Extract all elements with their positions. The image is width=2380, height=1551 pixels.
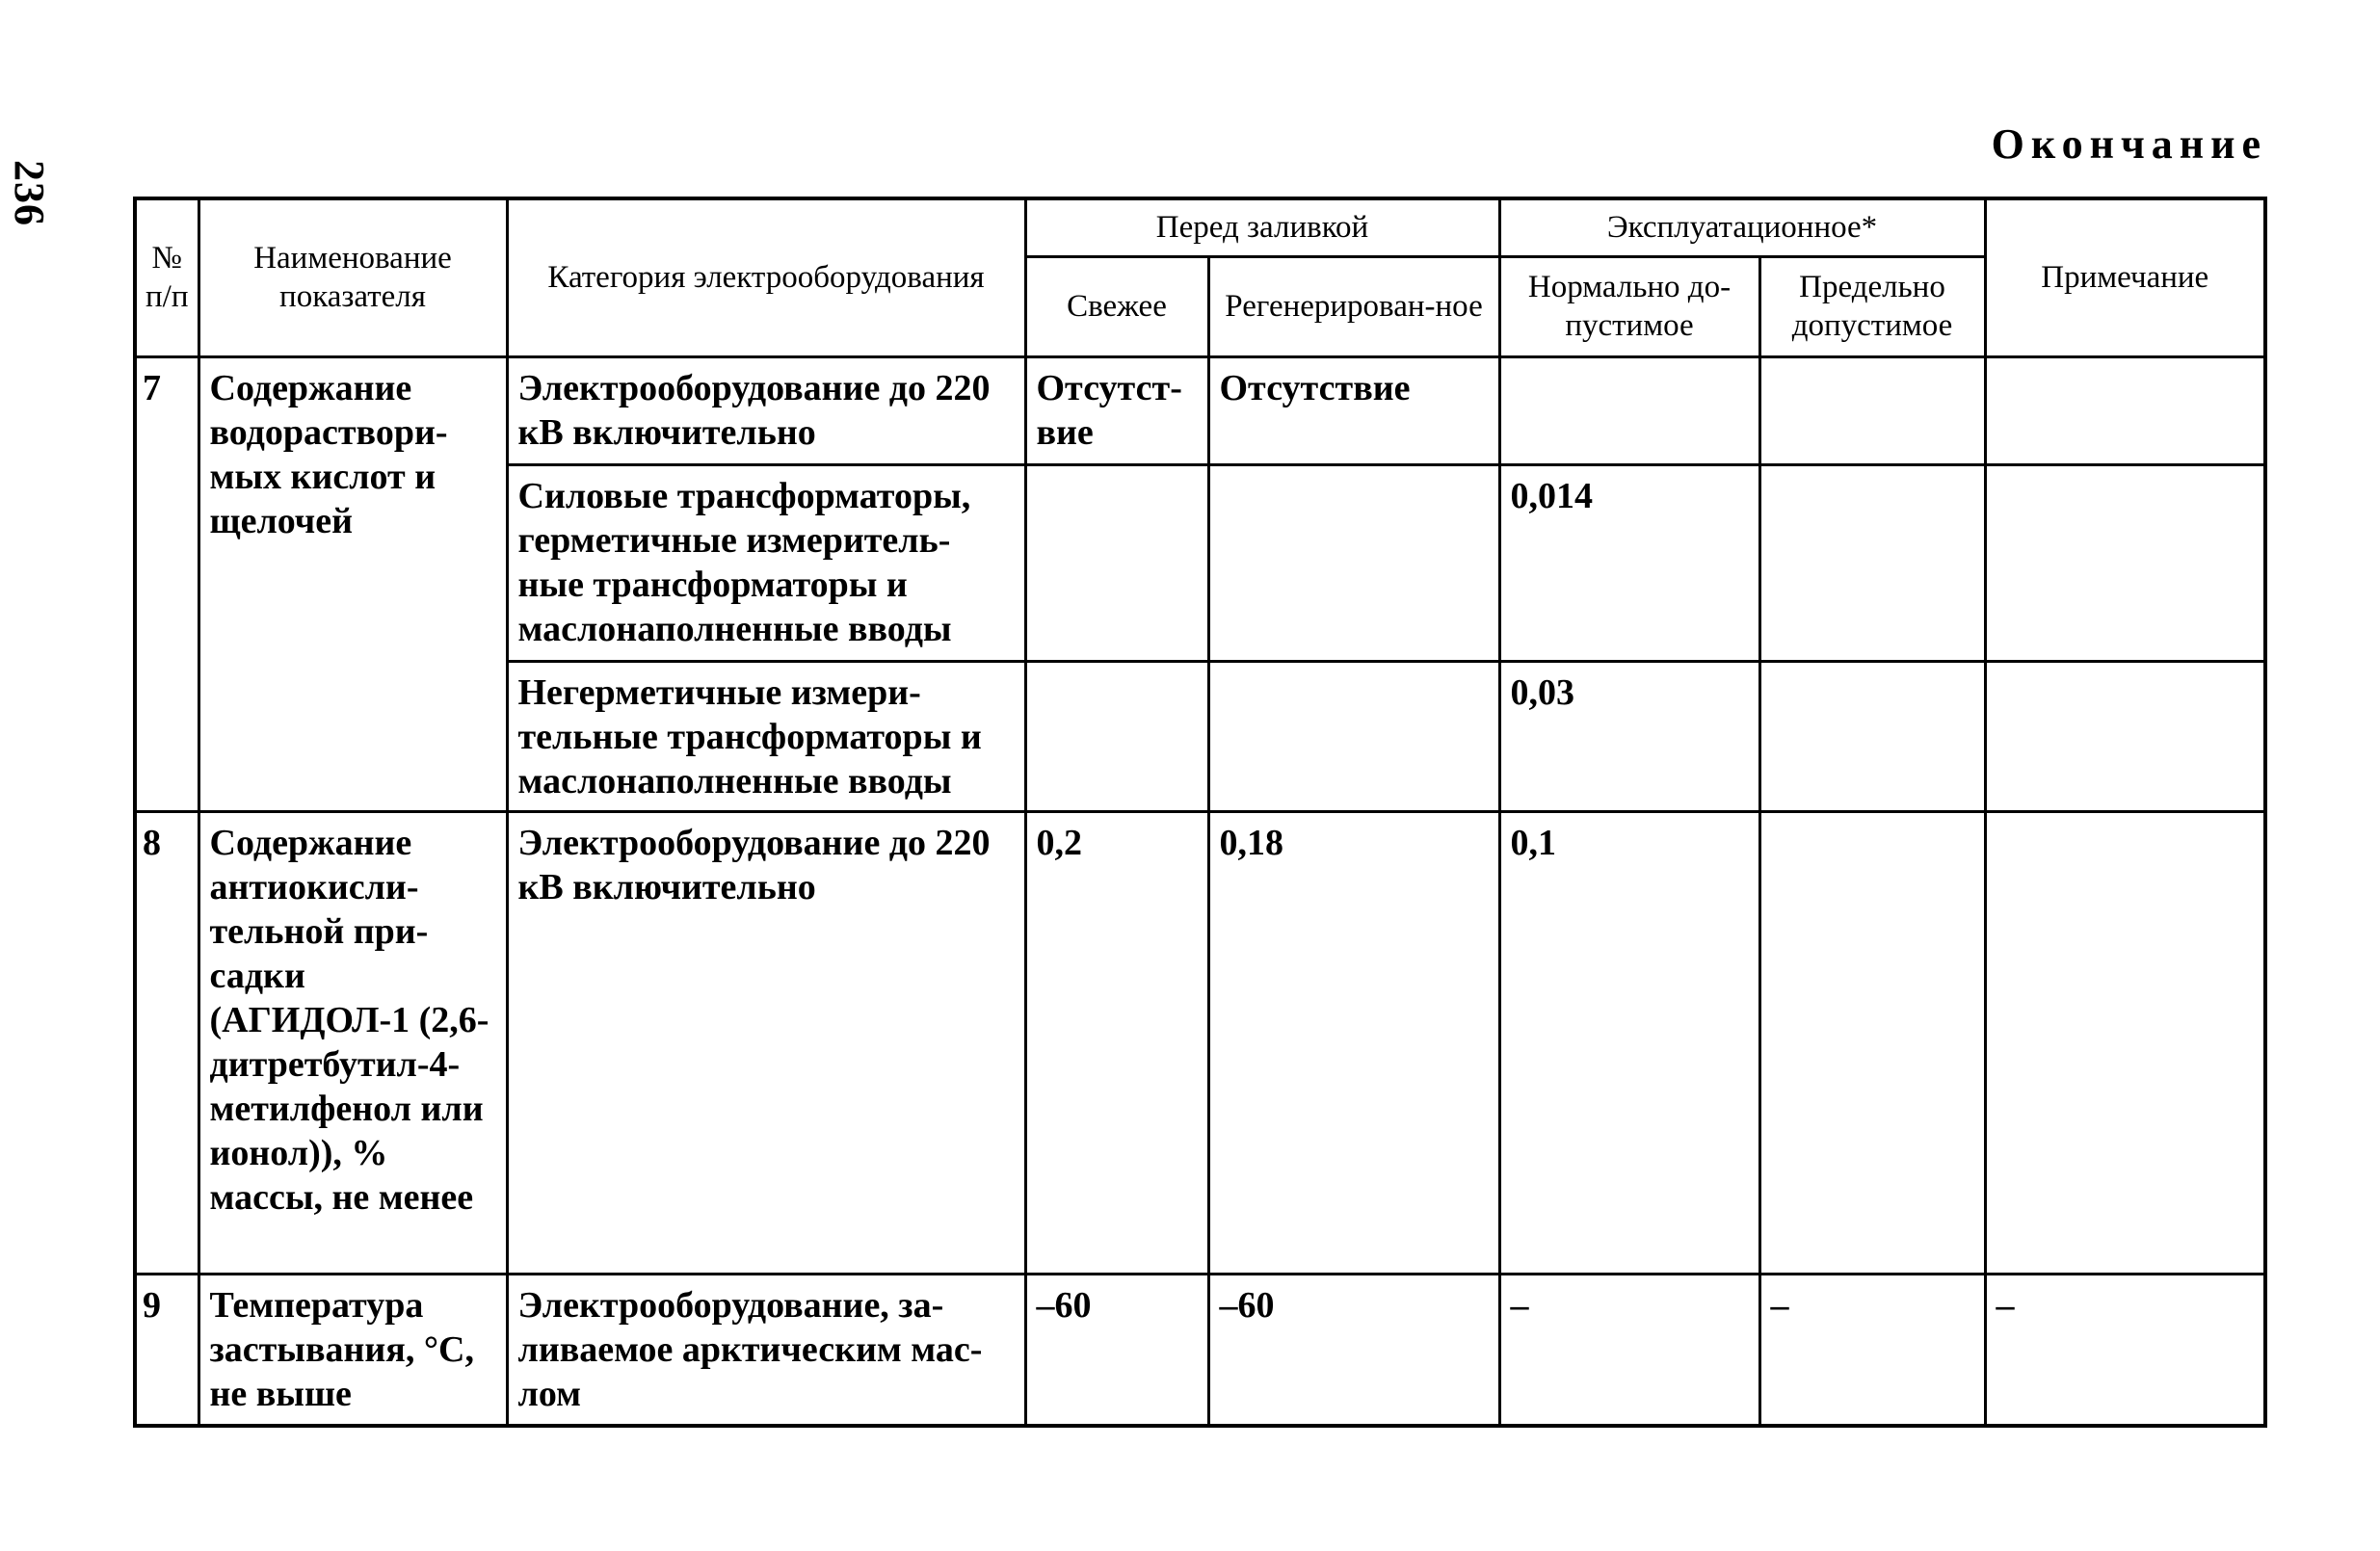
page-number: 236 [6,160,53,226]
row7-normal-1 [1499,356,1759,464]
header-regenerated: Регенерирован-ное [1208,256,1499,356]
table-row [135,811,2265,1274]
row9-category: Электрооборудование, за-ливаемое арктическим мас-лом [507,1274,1025,1426]
row8-normal: 0,1 [1499,811,1759,1274]
header-before-fill: Перед заливкой [1025,198,1499,256]
row7-fresh-3 [1025,661,1208,811]
table-row [135,356,2265,464]
row8-category: Электрооборудование до 220 кВ включительно [507,811,1025,1274]
row9-name: Температура застывания, °С, не выше [198,1274,507,1426]
row9-note: – [1985,1274,2265,1426]
row7-regenerated-2 [1208,464,1499,661]
row8-limit [1759,811,1985,1274]
header-num: № п/п [135,198,198,356]
row8-note [1985,811,2265,1274]
oil-quality-table [133,197,2267,1428]
header-category: Категория электрооборудования [507,198,1025,356]
row7-regenerated-3 [1208,661,1499,811]
row7-note-1 [1985,356,2265,464]
row9-regenerated: –60 [1208,1274,1499,1426]
row7-note-2 [1985,464,2265,661]
row7-name: Содержание водораствори-мых кислот и щелочей [198,356,507,811]
table-row [135,1274,2265,1426]
row7-regenerated-1: Отсутствие [1208,356,1499,464]
continuation-label: Окончание [1991,120,2267,168]
row7-normal-2: 0,014 [1499,464,1759,661]
row8-fresh: 0,2 [1025,811,1208,1274]
header-limit: Предельно допустимое [1759,256,1985,356]
row7-category-3: Негерметичные измери-тельные трансформаторы и маслонаполненные вводы [507,661,1025,811]
header-note: Примечание [1985,198,2265,356]
row7-num: 7 [135,356,198,811]
row8-regenerated: 0,18 [1208,811,1499,1274]
row7-note-3 [1985,661,2265,811]
row7-category-2: Силовые трансформаторы, герметичные измеритель-ные трансформаторы и маслонаполненные вводы [507,464,1025,661]
row7-category-1: Электрооборудование до 220 кВ включительно [507,356,1025,464]
row7-fresh-2 [1025,464,1208,661]
row7-limit-3 [1759,661,1985,811]
header-name: Наименование показателя [198,198,507,356]
header-operational: Эксплуатационное* [1499,198,1985,256]
row7-normal-3: 0,03 [1499,661,1759,811]
header-fresh: Свежее [1025,256,1208,356]
row9-normal: – [1499,1274,1759,1426]
row9-num: 9 [135,1274,198,1426]
header-normal: Нормально до-пустимое [1499,256,1759,356]
row9-limit: – [1759,1274,1985,1426]
row7-fresh-1: Отсутст-вие [1025,356,1208,464]
row7-limit-1 [1759,356,1985,464]
row9-fresh: –60 [1025,1274,1208,1426]
row7-limit-2 [1759,464,1985,661]
row8-num: 8 [135,811,198,1274]
row8-name: Содержание антиокисли-тельной при-садки (АГИДОЛ-1 (2,6-дитретбутил-4-метилфенол или ионол)), % массы, не менее [198,811,507,1274]
